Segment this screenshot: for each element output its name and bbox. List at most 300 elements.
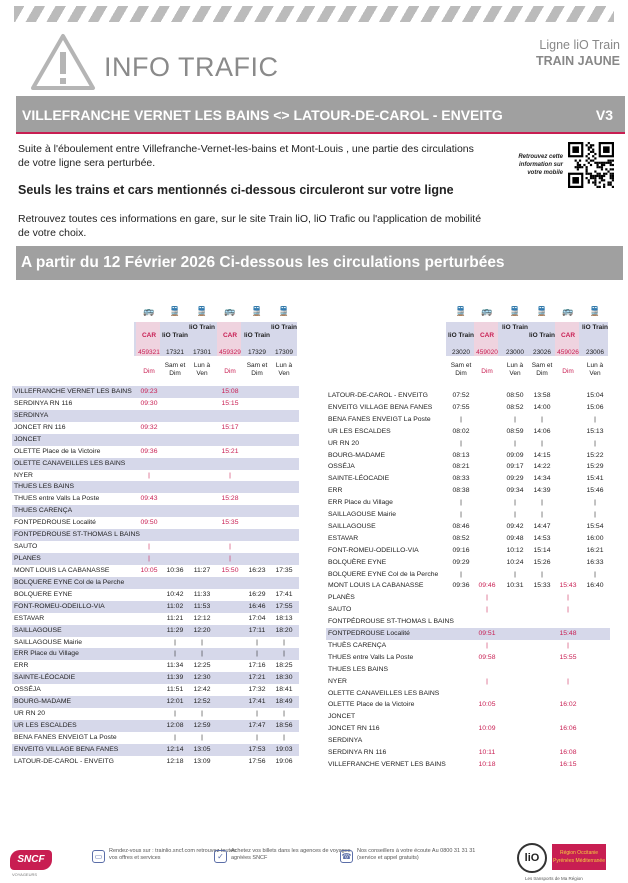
lio-slogan: Les transports de Ma Région (525, 876, 583, 881)
departure-time: 12:20 (193, 626, 211, 634)
departure-time: | (594, 570, 596, 578)
table-row (326, 664, 610, 676)
departure-time: 15:15 (221, 399, 239, 407)
departure-time: 08:38 (452, 487, 470, 495)
departure-time: | (283, 650, 285, 658)
departure-time: 15:46 (586, 487, 604, 495)
departure-time: 11:51 (166, 686, 184, 694)
table-row (326, 580, 610, 592)
departure-time: 10:24 (506, 558, 524, 566)
departure-time: | (201, 638, 203, 646)
departure-time: 14:47 (533, 522, 551, 530)
departure-time: 18:30 (275, 674, 293, 682)
departure-time: 14:34 (533, 475, 551, 483)
departure-time: 09:46 (478, 582, 496, 590)
column-mode: liO Train (162, 332, 189, 339)
departure-time: 15:08 (221, 388, 239, 395)
table-row (12, 648, 299, 660)
table-row (326, 450, 610, 462)
train-number: 23000 (505, 349, 525, 356)
departure-time: 10:09 (478, 725, 496, 733)
line-name: TRAIN JAUNE (535, 54, 620, 68)
departure-time: 12:42 (193, 686, 211, 694)
column-mode: liO Train (448, 332, 475, 339)
table-row (12, 684, 299, 696)
table-row (12, 744, 299, 756)
departure-time: 11:29 (166, 626, 184, 634)
stop-name: BENA FANES ENVEIGT La Poste (14, 733, 117, 741)
departure-time: 09:36 (140, 447, 158, 455)
departure-time: | (148, 471, 150, 479)
stop-name: SERDINYA RN 116 (14, 399, 73, 407)
footer-phone-text: Nos conseillers à votre écoute Au 0800 31 31 31 (service et appel gratuits) (357, 848, 476, 861)
table-row (12, 625, 299, 637)
departure-time: 11:39 (166, 674, 184, 682)
stop-name: SAINTE-LÉOCADIE (14, 674, 76, 682)
column-mode: CAR (479, 332, 495, 339)
departure-time: 09:30 (140, 399, 158, 407)
sncf-logo: SNCF (10, 850, 52, 870)
stop-name: JONCET (328, 713, 356, 721)
column-mode: liO Train (582, 324, 609, 331)
departure-time: | (174, 733, 176, 741)
departure-time: 08:59 (506, 427, 524, 435)
table-row (12, 577, 299, 589)
table-row (326, 390, 610, 402)
stop-name: BOURG-MADAME (328, 451, 386, 459)
departure-time: 17:47 (248, 722, 266, 730)
bus-icon: 🚌 (481, 306, 493, 316)
table-row (326, 426, 610, 438)
departure-time: | (229, 471, 231, 479)
departure-time: | (174, 650, 176, 658)
departure-time: 09:17 (506, 463, 524, 471)
departure-time: 17:16 (248, 662, 266, 670)
stop-name: BOURG-MADAME (14, 698, 72, 706)
table-row (326, 545, 610, 557)
departure-time: | (283, 733, 285, 741)
top-stripe (14, 6, 614, 22)
departure-time: 15:35 (221, 519, 239, 527)
table-row (12, 529, 299, 541)
date-banner (16, 246, 623, 280)
stop-name: SAINTE-LÉOCADIE (328, 475, 390, 483)
table-row (12, 446, 299, 458)
departure-time: | (541, 439, 543, 447)
departure-time: 14:39 (533, 487, 551, 495)
departure-time: | (229, 555, 231, 563)
stop-name: UR RN 20 (328, 439, 359, 447)
stop-name: ENVEITG VILLAGE BENA FANES (328, 403, 433, 411)
stop-name: OLETTE Place de la Victoire (328, 701, 415, 709)
timetable-right (326, 300, 618, 810)
departure-time: 17:41 (248, 698, 266, 706)
stop-name: THUES entre Valls La Poste (14, 495, 100, 503)
departure-time: 13:05 (193, 745, 211, 753)
departure-time: 17:53 (248, 745, 266, 753)
departure-time: 15:22 (586, 451, 604, 459)
departure-time: | (148, 543, 150, 551)
table-row (326, 640, 610, 652)
departure-time: 16:33 (586, 558, 604, 566)
departure-time: | (594, 415, 596, 423)
departure-time: 15:41 (586, 475, 604, 483)
warning-icon (30, 32, 96, 92)
stop-name: SAUTO (14, 543, 38, 551)
stop-name: THUES LES BAINS (14, 483, 75, 491)
stop-name: FONTPEDROUSE Localité (328, 630, 410, 637)
table-row (326, 557, 610, 569)
departure-time: | (541, 570, 543, 578)
departure-time: 16:00 (586, 534, 604, 542)
train-number: 17301 (192, 349, 212, 356)
table-row (12, 589, 299, 601)
stop-name: SAILLAGOUSE (14, 626, 62, 634)
lio-logo: liO (517, 843, 547, 873)
table-row (326, 473, 610, 485)
departure-time: 14:00 (533, 403, 551, 411)
departure-time: 15:21 (221, 447, 239, 455)
table-row (326, 485, 610, 497)
train-icon: 🚆 (278, 306, 290, 316)
departure-time: 11:21 (166, 614, 184, 622)
info-text: Retrouvez toutes ces informations en gare, sur le site Train liO, liO Trafic ou l'application de mobilité de votre choix. (18, 213, 482, 239)
operating-days: Dim (481, 368, 493, 375)
stop-name: NYER (328, 677, 347, 685)
sncf-subtitle: VOYAGEURS (12, 872, 38, 877)
stop-name: THUES CARENÇA (14, 507, 73, 515)
departure-time: 18:41 (275, 686, 293, 694)
stop-name: MONT LOUIS LA CABANASSE (328, 582, 424, 590)
departure-time: | (460, 439, 462, 447)
qr-caption: Retrouvez cette information sur votre mobile (518, 154, 563, 176)
departure-time: 12:30 (193, 674, 211, 682)
departure-time: | (514, 415, 516, 423)
table-row (326, 438, 610, 450)
table-row (326, 569, 610, 581)
departure-time: | (486, 677, 488, 685)
departure-time: | (201, 710, 203, 718)
departure-time: 10:36 (166, 566, 184, 574)
departure-time: | (567, 677, 569, 685)
departure-time: 12:12 (193, 614, 211, 622)
stop-name: SERDINYA RN 116 (328, 749, 387, 756)
train-number: 23026 (532, 349, 552, 356)
table-row (326, 497, 610, 509)
departure-time: | (541, 511, 543, 518)
departure-time: 16:23 (248, 566, 266, 574)
table-row (12, 505, 299, 517)
departure-time: 12:52 (193, 698, 211, 706)
departure-time: | (229, 543, 231, 551)
departure-time: 15:50 (221, 566, 239, 574)
table-row (326, 402, 610, 414)
table-row (12, 732, 299, 744)
column-mode: liO Train (529, 332, 556, 339)
departure-time: 15:14 (533, 546, 551, 554)
departure-time: | (594, 439, 596, 447)
train-icon: 🚆 (589, 306, 601, 316)
operating-days: Lun à Ven (275, 362, 293, 377)
train-icon: 🚆 (455, 306, 467, 316)
table-row (12, 434, 299, 446)
route-name: VILLEFRANCHE VERNET LES BAINS <> LATOUR-DE-CAROL - ENVEITG (22, 107, 503, 123)
phone-icon: ☎ (341, 852, 352, 861)
stop-name: FONTPEDROUSE Localité (14, 519, 96, 527)
departure-time: 15:33 (533, 582, 551, 590)
stop-name: VILLEFRANCHE VERNET LES BAINS (328, 760, 446, 768)
departure-time: 08:33 (452, 475, 470, 483)
departure-time: 09:23 (140, 388, 158, 395)
stop-name: LATOUR-DE-CAROL - ENVEITG (328, 392, 428, 399)
departure-time: | (594, 511, 596, 518)
departure-time: 14:06 (533, 427, 551, 435)
departure-time: 17:04 (248, 614, 266, 622)
departure-time: | (514, 511, 516, 518)
departure-time: 09:16 (452, 546, 470, 554)
departure-time: | (567, 594, 569, 602)
departure-time: 16:40 (586, 582, 604, 590)
departure-time: | (460, 511, 462, 518)
table-row (326, 533, 610, 545)
departure-time: 10:11 (478, 749, 496, 756)
departure-time: 13:09 (193, 757, 211, 765)
departure-time: 17:56 (248, 757, 266, 765)
table-row (326, 735, 610, 747)
departure-time: 07:55 (452, 403, 470, 411)
stop-name: PLANES (14, 555, 41, 563)
train-number: 17321 (165, 349, 185, 356)
departure-time: 11:33 (193, 590, 211, 598)
departure-time: 12:18 (166, 757, 184, 765)
table-row (326, 616, 610, 628)
departure-time: 09:29 (506, 475, 524, 483)
operating-days: Dim (562, 368, 574, 375)
table-row (12, 601, 299, 613)
departure-time: 08:02 (452, 427, 470, 435)
column-mode: liO Train (502, 324, 529, 331)
departure-time: 18:13 (275, 614, 293, 622)
table-row (326, 747, 610, 759)
departure-time: | (283, 710, 285, 718)
departure-time: | (567, 606, 569, 614)
operating-days: Sam et Dim (450, 362, 472, 377)
column-mode: liO Train (271, 324, 298, 331)
departure-time: | (201, 733, 203, 741)
table-row (326, 723, 610, 735)
departure-time: 09:51 (478, 630, 496, 637)
departure-time: 15:26 (533, 558, 551, 566)
monitor-icon: ▭ (92, 850, 105, 863)
departure-time: 15:17 (221, 423, 239, 431)
column-mode: CAR (141, 332, 157, 339)
table-row (12, 756, 299, 768)
stop-name: BOLQUÈRE EYNE (328, 558, 387, 566)
stop-name: JONCET (14, 435, 42, 443)
bold-notice: Seuls les trains et cars mentionnés ci-dessous circuleront sur votre ligne (18, 183, 454, 197)
departure-time: 12:25 (193, 662, 211, 670)
table-row (326, 688, 610, 700)
departure-time: 08:52 (506, 403, 524, 411)
stop-name: ENVEITG VILLAGE BENA FANES (14, 745, 119, 753)
stop-name: JONCET RN 116 (328, 725, 380, 733)
departure-time: 15:48 (559, 630, 577, 637)
departure-time: 11:34 (166, 662, 184, 670)
train-number: 23006 (585, 349, 605, 356)
line-label: Ligne liO Train (539, 38, 620, 52)
stop-name: OLETTE CANAVEILLES LES BAINS (14, 459, 126, 467)
stop-name: ERR Place du Village (14, 650, 79, 658)
table-row (12, 660, 299, 672)
bus-icon: 🚌 (562, 306, 574, 316)
departure-time: 12:14 (166, 745, 184, 753)
departure-time: 12:01 (166, 698, 184, 706)
departure-time: 18:49 (275, 698, 293, 706)
departure-time: 19:03 (275, 745, 293, 753)
departure-time: | (514, 439, 516, 447)
intro-text: Suite à l'éboulement entre Villefranche-Vernet-les-bains et Mont-Louis , une partie des circulations de votre ligne sera perturbée. (18, 143, 474, 169)
stop-name: SAUTO (328, 606, 352, 614)
departure-time: 16:15 (559, 760, 577, 768)
table-row (326, 461, 610, 473)
departure-time: 15:54 (586, 522, 604, 530)
table-row (12, 481, 299, 493)
departure-time: | (460, 415, 462, 423)
departure-time: | (514, 499, 516, 507)
departure-time: | (256, 638, 258, 646)
departure-time: | (541, 499, 543, 507)
table-row (12, 410, 299, 422)
departure-time: 10:18 (478, 760, 496, 768)
route-code: V3 (595, 107, 613, 123)
operating-days: Dim (224, 368, 236, 375)
stop-name: BENA FANES ENVEIGT La Poste (328, 415, 431, 423)
departure-time: | (567, 641, 569, 649)
train-number: 17309 (274, 349, 294, 356)
departure-time: 17:55 (275, 602, 293, 610)
table-row (326, 652, 610, 664)
stop-name: SERDINYA (14, 411, 49, 419)
departure-time: 18:25 (275, 662, 293, 670)
stop-name: LATOUR-DE-CAROL - ENVEITG (14, 757, 114, 765)
departure-time: | (486, 641, 488, 649)
stop-name: OLETTE Place de la Victoire (14, 447, 101, 455)
table-row (326, 711, 610, 723)
table-row (12, 386, 299, 398)
bus-icon: 🚌 (224, 306, 236, 316)
departure-time: | (486, 606, 488, 614)
stop-name: SERDINYA (328, 737, 363, 745)
departure-time: 10:31 (506, 582, 524, 590)
stop-name: BOLQUERE EYNE Col de la Perche (14, 578, 125, 586)
stop-name: OSSÉJA (14, 686, 41, 694)
departure-time: | (148, 555, 150, 563)
train-number: 23020 (451, 349, 471, 356)
train-number: 17329 (247, 349, 267, 356)
operating-days: Sam et Dim (164, 362, 186, 377)
departure-time: | (283, 638, 285, 646)
stop-name: SAILLAGOUSE Mairie (328, 511, 396, 518)
stop-name: OSSÉJA (328, 463, 355, 471)
departure-time: 09:42 (506, 522, 524, 530)
table-row (12, 565, 299, 577)
stop-name: THUES entre Valls La Poste (328, 653, 414, 661)
departure-time: 15:29 (586, 463, 604, 471)
departure-time: 10:05 (478, 701, 496, 709)
stop-name: UR RN 20 (14, 710, 45, 718)
qr-code[interactable] (568, 142, 614, 188)
departure-time: 09:32 (140, 423, 158, 431)
departure-time: | (460, 499, 462, 507)
operating-days: Lun à Ven (193, 362, 211, 377)
table-row (12, 637, 299, 649)
departure-time: 16:46 (248, 602, 266, 610)
stop-name: ESTAVAR (328, 534, 359, 542)
departure-time: 09:36 (452, 582, 470, 590)
stop-name: ESTAVAR (14, 614, 45, 622)
departure-time: | (256, 733, 258, 741)
table-row (12, 696, 299, 708)
departure-time: 08:50 (506, 392, 524, 399)
departure-time: 14:22 (533, 463, 551, 471)
departure-time: | (460, 570, 462, 578)
column-mode: CAR (222, 332, 238, 339)
operating-days: Dim (143, 368, 155, 375)
train-icon: 🚆 (169, 306, 181, 316)
departure-time: 12:08 (166, 722, 184, 730)
stop-name: MONT LOUIS LA CABANASSE (14, 566, 110, 574)
operating-days: Lun à Ven (506, 362, 524, 377)
departure-time: 11:02 (166, 602, 184, 610)
table-row (326, 676, 610, 688)
departure-time: 08:46 (452, 522, 470, 530)
stop-name: UR LES ESCALDES (328, 427, 391, 435)
departure-time: 15:55 (559, 653, 577, 661)
footer-tickets-text: Achetez vos billets dans les agences de voyages agréées SNCF (231, 848, 351, 861)
train-number: 459329 (219, 349, 241, 356)
departure-time: 17:32 (248, 686, 266, 694)
departure-time: 08:21 (452, 463, 470, 471)
departure-time: 09:58 (478, 653, 496, 661)
stop-name: FONT-ROMEU-ODEILLO-VIA (328, 546, 419, 554)
departure-time: 16:29 (248, 590, 266, 598)
stop-name: THUES LES BAINS (328, 665, 389, 673)
route-banner (16, 96, 625, 134)
table-row (12, 422, 299, 434)
departure-time: | (174, 638, 176, 646)
column-mode: liO Train (244, 332, 271, 339)
stop-name: FONT-ROMEU-ODEILLO-VIA (14, 602, 105, 610)
departure-time: 15:43 (559, 582, 577, 590)
bus-icon: 🚌 (143, 306, 155, 316)
date-banner-text: A partir du 12 Février 2026 Ci-dessous les circulations perturbées (21, 254, 505, 271)
departure-time: 09:29 (452, 558, 470, 566)
operating-days: Sam et Dim (531, 362, 553, 377)
departure-time: | (486, 594, 488, 602)
train-number: 459020 (476, 349, 498, 356)
table-row (326, 628, 610, 640)
stop-name: PLANÈS (328, 594, 355, 602)
departure-time: 16:21 (586, 546, 604, 554)
table-row (12, 517, 299, 529)
departure-time: 14:53 (533, 534, 551, 542)
stop-name: BOLQUERE EYNE Col de la Perche (328, 570, 439, 578)
table-row (12, 672, 299, 684)
departure-time: 11:53 (193, 602, 211, 610)
train-icon: 🚆 (251, 306, 263, 316)
table-row (12, 493, 299, 505)
departure-time: 17:21 (248, 674, 266, 682)
